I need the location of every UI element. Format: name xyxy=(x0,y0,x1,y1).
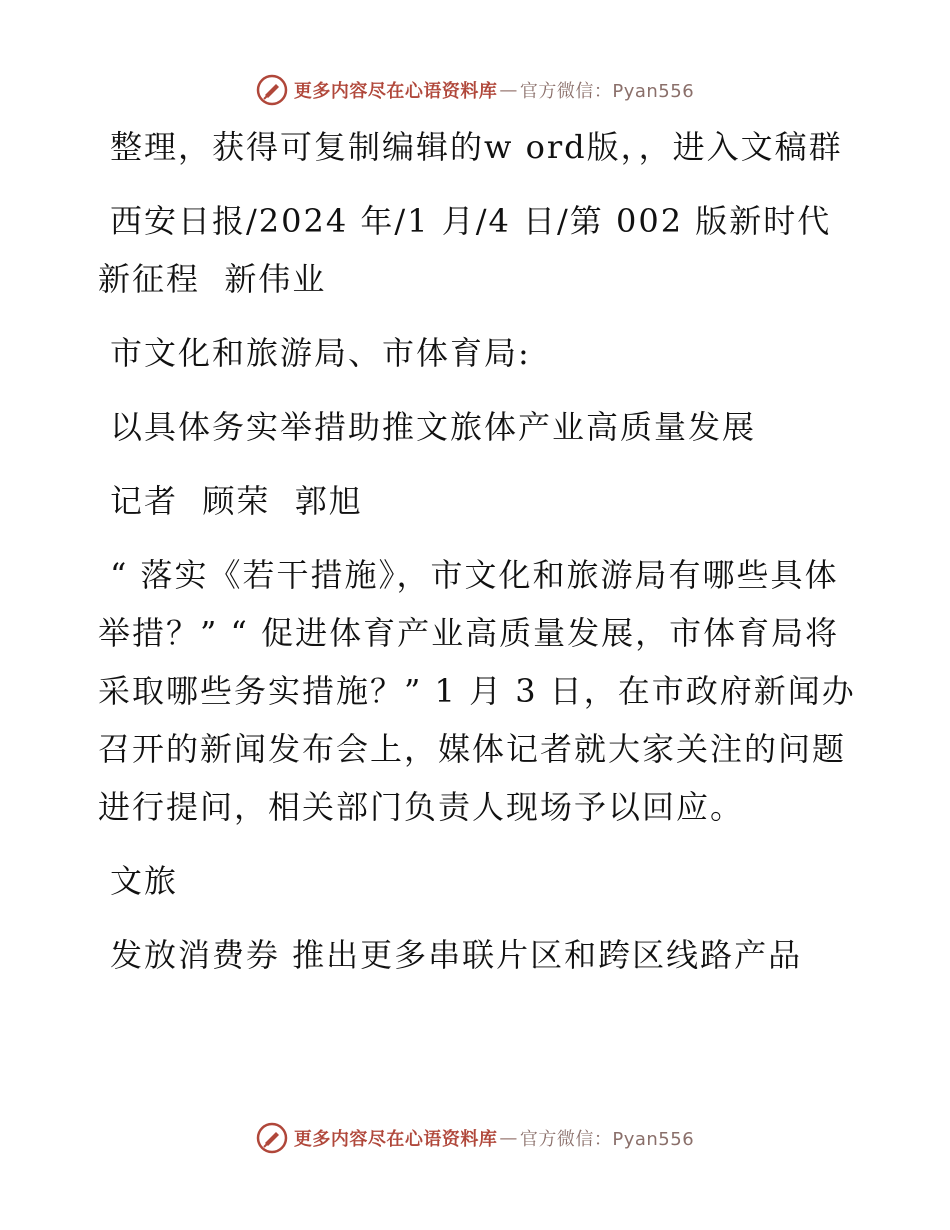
article-headline: 以具体务实举措助推文旅体产业高质量发展 xyxy=(110,408,757,446)
article-byline: 记者 顾荣 郭旭 xyxy=(110,482,363,520)
watermark-header xyxy=(0,70,950,110)
paragraph-intro: 整理，获得可复制编辑的w ord版，，进入文稿群 xyxy=(110,128,843,166)
document-body xyxy=(98,118,858,1000)
watermark-contact-text: 官方微信：Pyan556 xyxy=(519,1129,695,1150)
paragraph-department: 市文化和旅游局、市体育局: xyxy=(110,334,531,372)
section-heading-culture-tourism: 文旅 xyxy=(110,862,179,900)
paragraph-source: 西安日报/2024 年/1 月/4 日/第 002 版新时代新征程 新伟业 xyxy=(98,202,832,298)
library-logo-icon xyxy=(256,1122,288,1154)
watermark-separator: — xyxy=(499,79,518,101)
watermark-main-text: 更多内容尽在心语资料库 xyxy=(293,1129,498,1150)
library-logo-icon xyxy=(256,74,288,106)
watermark-main-text: 更多内容尽在心语资料库 xyxy=(293,81,498,102)
article-lead-paragraph: “ 落实《若干措施》，市文化和旅游局有哪些具体举措？” “ 促进体育产业高质量发展，市体育局将采取哪些务实措施？” 1 月 3 日，在市政府新闻办召开的新闻发布会上，媒体记者就大家关注的问题进行提问，相关部门负责人现场予以回应。 xyxy=(98,556,856,826)
watermark-separator: — xyxy=(499,1127,518,1149)
subsection-heading: 发放消费券 推出更多串联片区和跨区线路产品 xyxy=(110,936,803,974)
watermark-contact-text: 官方微信：Pyan556 xyxy=(519,81,695,102)
watermark-footer xyxy=(0,1118,950,1158)
